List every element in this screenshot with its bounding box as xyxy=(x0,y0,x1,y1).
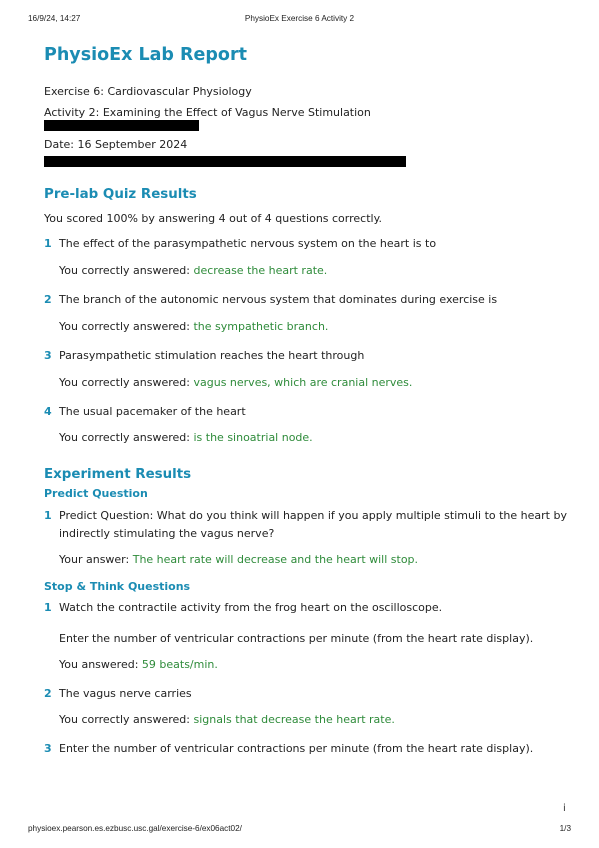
question-text: Parasympathetic stimulation reaches the heart through xyxy=(59,349,365,362)
stop-think-answer xyxy=(44,712,569,728)
print-date: 16/9/24, 14:27 xyxy=(28,14,81,23)
prelab-answer xyxy=(44,430,569,446)
question-number: 1 xyxy=(44,509,52,522)
answer-prefix: Your answer: xyxy=(59,553,133,566)
prelab-answer xyxy=(44,375,569,391)
question-text: The effect of the parasympathetic nervous system on the heart is to xyxy=(59,237,437,250)
stop-think-answer xyxy=(44,657,569,673)
answer-prefix: You answered: xyxy=(59,658,142,671)
question-text: Enter the number of ventricular contractions per minute (from the heart rate display). xyxy=(59,742,534,755)
stray-mark: i xyxy=(563,803,566,814)
question-text: Predict Question: What do you think will happen if you apply multiple stimuli to the heart by indirectly stimulating the vagus nerve? xyxy=(59,509,567,540)
prelab-answer xyxy=(44,319,569,335)
experiment-heading: Experiment Results xyxy=(44,467,192,482)
prelab-question xyxy=(44,404,569,420)
redacted-info xyxy=(44,156,406,167)
answer-value: is the sinoatrial node. xyxy=(193,431,313,444)
print-url: physioex.pearson.es.ezbusc.usc.gal/exercise-6/ex06act02/ xyxy=(28,824,242,833)
exercise-line: Exercise 6: Cardiovascular Physiology xyxy=(44,85,252,98)
stop-think-heading: Stop & Think Questions xyxy=(44,580,191,593)
prelab-answer xyxy=(44,263,569,279)
stop-think-question xyxy=(44,600,569,616)
stop-think-question xyxy=(44,741,569,757)
date-line: Date: 16 September 2024 xyxy=(44,138,188,151)
predict-question xyxy=(44,507,569,543)
prelab-score: You scored 100% by answering 4 out of 4 questions correctly. xyxy=(44,212,383,225)
predict-heading: Predict Question xyxy=(44,487,148,500)
question-number: 2 xyxy=(44,687,52,700)
redacted-name xyxy=(44,120,199,131)
answer-value: The heart rate will decrease and the heart will stop. xyxy=(132,553,419,566)
question-number: 2 xyxy=(44,293,52,306)
prelab-heading: Pre-lab Quiz Results xyxy=(44,187,197,202)
stop-think-question xyxy=(44,686,569,702)
question-text: The vagus nerve carries xyxy=(59,687,192,700)
question-text: Watch the contractile activity from the frog heart on the oscilloscope. xyxy=(59,601,443,614)
question-number: 1 xyxy=(44,601,52,614)
page-number: 1/3 xyxy=(559,824,571,833)
predict-answer xyxy=(44,552,569,568)
activity-line: Activity 2: Examining the Effect of Vagus Nerve Stimulation xyxy=(44,106,371,119)
question-number: 4 xyxy=(44,405,52,418)
prelab-question xyxy=(44,348,569,364)
report-title: PhysioEx Lab Report xyxy=(44,45,247,65)
question-number: 3 xyxy=(44,349,52,362)
answer-value: signals that decrease the heart rate. xyxy=(193,713,395,726)
question-text: The usual pacemaker of the heart xyxy=(59,405,246,418)
prelab-question xyxy=(44,292,569,308)
print-footer xyxy=(28,824,571,836)
question-number: 1 xyxy=(44,237,52,250)
answer-value: decrease the heart rate. xyxy=(193,264,328,277)
print-title: PhysioEx Exercise 6 Activity 2 xyxy=(244,14,355,23)
answer-prefix: You correctly answered: xyxy=(59,713,194,726)
question-number: 3 xyxy=(44,742,52,755)
question-subtext: Enter the number of ventricular contractions per minute (from the heart rate display). xyxy=(59,632,534,645)
prelab-question xyxy=(44,236,569,252)
report-content xyxy=(44,42,569,757)
question-text: The branch of the autonomic nervous system that dominates during exercise is xyxy=(59,293,498,306)
answer-value: vagus nerves, which are cranial nerves. xyxy=(193,376,413,389)
answer-value: the sympathetic branch. xyxy=(193,320,329,333)
report-meta xyxy=(44,84,569,167)
answer-prefix: You correctly answered: xyxy=(59,264,194,277)
print-header xyxy=(28,14,571,26)
answer-prefix: You correctly answered: xyxy=(59,376,194,389)
answer-value: 59 beats/min. xyxy=(141,658,218,671)
answer-prefix: You correctly answered: xyxy=(59,431,194,444)
answer-prefix: You correctly answered: xyxy=(59,320,194,333)
